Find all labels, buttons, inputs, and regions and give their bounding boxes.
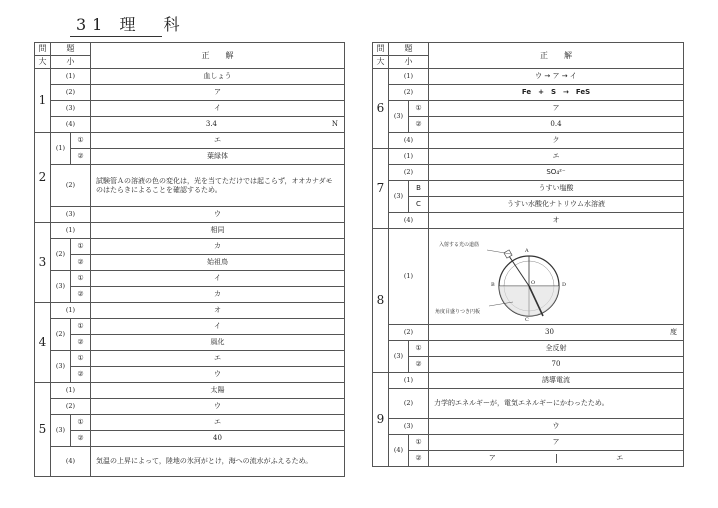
q4-circle3: ① xyxy=(71,351,91,367)
q3-answer2-1: カ xyxy=(91,239,345,255)
header-seikai: 正 解 xyxy=(91,43,345,69)
q9-sub3: (3) xyxy=(389,419,429,435)
q8-label-incident: 入射する光の道筋 xyxy=(439,241,480,248)
q3-circle1: ① xyxy=(71,239,91,255)
header-dai-col: 題 xyxy=(51,43,91,56)
q2-circle1: ① xyxy=(71,133,91,149)
q9-answer2: 力学的エネルギーが，電気エネルギーにかわったため。 xyxy=(429,389,684,419)
incident-ray xyxy=(504,249,529,285)
q9-sub2: (2) xyxy=(389,389,429,419)
q8-answer3-1: 全反射 xyxy=(429,341,684,357)
q8-circle1: ① xyxy=(409,341,429,357)
answer-table-left xyxy=(34,42,345,477)
q1-answer1: 血しょう xyxy=(91,69,345,85)
q8-answer2 xyxy=(429,325,684,341)
q5-sub3: (3) xyxy=(51,415,71,447)
header-seikai-right: 正 解 xyxy=(429,43,684,69)
q8-label-disk: 角度目盛りつき円板 xyxy=(435,308,481,315)
q9-answer4-1: ア xyxy=(429,435,684,451)
q3-circle4: ② xyxy=(71,287,91,303)
q7-answer1: エ xyxy=(429,149,684,165)
q6-answer3-2: 0.4 xyxy=(429,117,684,133)
q4-answer1: オ xyxy=(91,303,345,319)
q6-sub1: (1) xyxy=(389,69,429,85)
q1-answer2: ア xyxy=(91,85,345,101)
q4-sub1: (1) xyxy=(51,303,91,319)
header-dai-col-right: 題 xyxy=(389,43,429,56)
q9-number: 9 xyxy=(373,373,389,467)
q9-answer4-2 xyxy=(429,451,684,467)
q8-label-o: O xyxy=(531,279,536,286)
q4-circle4: ② xyxy=(71,367,91,383)
q9-answer4-2a: ア xyxy=(488,454,496,463)
q9-answer4-2b: エ xyxy=(556,454,684,462)
q5-answer1: 太陽 xyxy=(91,383,345,399)
q3-sub2: (2) xyxy=(51,239,71,271)
q2-answer3: ウ xyxy=(91,207,345,223)
q7-answer4: オ xyxy=(429,213,684,229)
q8-circle2: ② xyxy=(409,357,429,373)
q3-circle3: ① xyxy=(71,271,91,287)
q1-sub4: (4) xyxy=(51,117,91,133)
q6-circle1: ① xyxy=(409,101,429,117)
q8-label-c: C xyxy=(525,316,529,323)
q6-sub4: (4) xyxy=(389,133,429,149)
q3-circle2: ② xyxy=(71,255,91,271)
q4-answer3-1: エ xyxy=(91,351,345,367)
q7-answer3-c: うすい水酸化ナトリウム水溶液 xyxy=(429,197,684,213)
q7-number: 7 xyxy=(373,149,389,229)
q4-answer2-2: 風化 xyxy=(91,335,345,351)
title-underline xyxy=(70,36,162,37)
q6-circle2: ② xyxy=(409,117,429,133)
q8-number: 8 xyxy=(373,229,389,373)
q3-sub1: (1) xyxy=(51,223,91,239)
answer-table-right xyxy=(372,42,684,467)
q2-sub1: (1) xyxy=(51,133,71,165)
q1-sub2: (2) xyxy=(51,85,91,101)
q5-sub4: (4) xyxy=(51,447,91,477)
q4-answer2-1: イ xyxy=(91,319,345,335)
q8-label-b: B xyxy=(491,281,495,288)
q7-sub2: (2) xyxy=(389,165,429,181)
header-mon-right: 問 xyxy=(373,43,389,56)
header-sho-right: 小 xyxy=(389,56,429,69)
q9-circle2: ② xyxy=(409,451,429,467)
q1-number: 1 xyxy=(35,69,51,133)
q2-answer1-2: 葉緑体 xyxy=(91,149,345,165)
q8-answer2-value: 30 xyxy=(545,328,554,337)
q1-answer3: イ xyxy=(91,101,345,117)
q6-sub3: (3) xyxy=(389,101,409,133)
q7-sub4: (4) xyxy=(389,213,429,229)
q5-sub1: (1) xyxy=(51,383,91,399)
q3-number: 3 xyxy=(35,223,51,303)
q4-circle1: ① xyxy=(71,319,91,335)
q5-number: 5 xyxy=(35,383,51,477)
q6-answer3-1: ア xyxy=(429,101,684,117)
q5-answer3-1: エ xyxy=(91,415,345,431)
q1-answer4-value: 3.4 xyxy=(205,120,217,129)
q3-answer3-1: イ xyxy=(91,271,345,287)
header-mon: 問 xyxy=(35,43,51,56)
q1-sub3: (3) xyxy=(51,101,91,117)
q5-circle2: ② xyxy=(71,431,91,447)
q6-answer4: ク xyxy=(429,133,684,149)
q6-answer1: ウ → ア → イ xyxy=(429,69,684,85)
q2-answer1-1: エ xyxy=(91,133,345,149)
q3-answer3-2: カ xyxy=(91,287,345,303)
q8-sub2: (2) xyxy=(389,325,429,341)
q6-sub2: (2) xyxy=(389,85,429,101)
q9-sub1: (1) xyxy=(389,373,429,389)
q2-sub2: (2) xyxy=(51,165,91,207)
q1-answer4-unit: N xyxy=(331,120,338,129)
q3-answer2-2: 始祖鳥 xyxy=(91,255,345,271)
q3-answer1: 相同 xyxy=(91,223,345,239)
q9-sub4: (4) xyxy=(389,435,409,467)
q3-sub3: (3) xyxy=(51,271,71,303)
q8-label-a: A xyxy=(525,247,529,254)
q9-answer3: ウ xyxy=(429,419,684,435)
q5-answer3-2: 40 xyxy=(91,431,345,447)
q9-circle1: ① xyxy=(409,435,429,451)
q6-number: 6 xyxy=(373,69,389,149)
q4-circle2: ② xyxy=(71,335,91,351)
q2-answer2: 試験管Ａの溶液の色の変化は，光を当てただけでは起こらず，オオカナダモのはたらきによることを確認するため。 xyxy=(91,165,345,207)
q7-label-b: B xyxy=(409,181,429,197)
q8-answer1 xyxy=(429,229,684,325)
q4-number: 4 xyxy=(35,303,51,383)
q5-sub2: (2) xyxy=(51,399,91,415)
q2-number: 2 xyxy=(35,133,51,223)
q8-label-d: D xyxy=(562,281,567,288)
q7-label-c: C xyxy=(409,197,429,213)
q7-answer2: SO₄²⁻ xyxy=(429,165,684,181)
q8-answer2-unit: 度 xyxy=(670,328,677,337)
q6-answer2: Fe + S → FeS xyxy=(429,85,684,101)
q7-answer3-b: うすい塩酸 xyxy=(429,181,684,197)
q5-answer4: 気温の上昇によって，陸地の氷河がとけ，海への流水がふえるため。 xyxy=(91,447,345,477)
q8-diagram xyxy=(429,238,683,323)
q4-sub3: (3) xyxy=(51,351,71,383)
q7-sub1: (1) xyxy=(389,149,429,165)
q1-sub1: (1) xyxy=(51,69,91,85)
q8-sub3: (3) xyxy=(389,341,409,373)
q9-answer1: 誘導電流 xyxy=(429,373,684,389)
q4-answer3-2: ウ xyxy=(91,367,345,383)
q8-sub1: (1) xyxy=(389,229,429,325)
header-dai-right: 大 xyxy=(373,56,389,69)
q5-circle1: ① xyxy=(71,415,91,431)
header-dai: 大 xyxy=(35,56,51,69)
q4-sub2: (2) xyxy=(51,319,71,351)
q2-sub3: (3) xyxy=(51,207,91,223)
q1-answer4 xyxy=(91,117,345,133)
q8-answer3-2: 70 xyxy=(429,357,684,373)
q5-answer2: ウ xyxy=(91,399,345,415)
q7-sub3: (3) xyxy=(389,181,409,213)
header-sho: 小 xyxy=(51,56,91,69)
q9-answer4-2-split xyxy=(429,454,683,462)
q2-circle2: ② xyxy=(71,149,91,165)
page-title: 31 理 科 xyxy=(76,15,186,34)
